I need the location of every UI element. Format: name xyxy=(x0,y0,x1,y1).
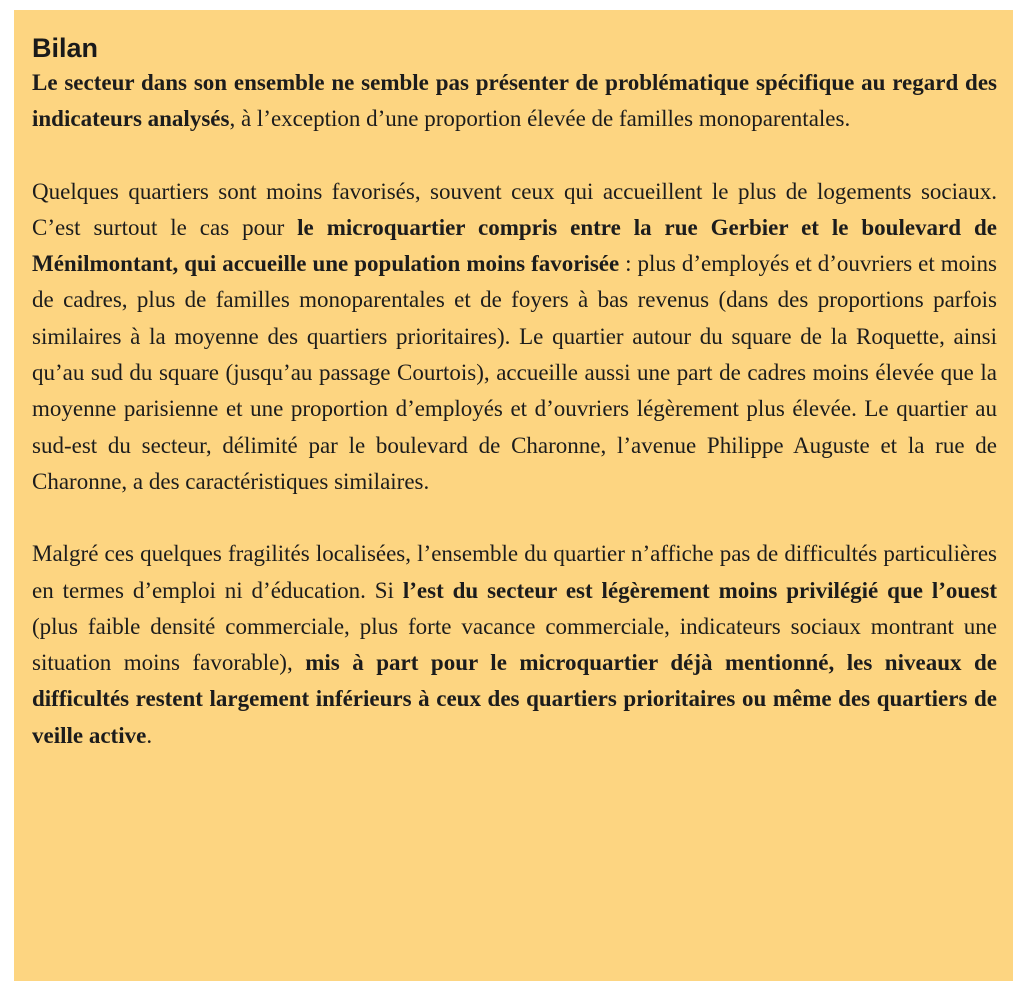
paragraph-3-bold-2: l’est du secteur est légèrement moins privilégié que l’ouest xyxy=(402,577,998,603)
paragraph-1-text-2: , à l’exception d’une proportion élevée de familles monoparentales. xyxy=(229,106,851,132)
paragraph-2 xyxy=(32,174,997,501)
paragraph-2-bold-2: le microquartier compris entre la rue Gerbier et le boulevard de Ménilmontant, qui accueille une population moins favorisée xyxy=(32,214,997,277)
paragraph-2-text-1: Quelques quartiers sont moins favorisés, souvent ceux qui accueillent le plus de logements sociaux. C’est surtout le cas pour xyxy=(32,178,997,240)
paragraph-3 xyxy=(32,536,997,754)
paragraph-1 xyxy=(32,65,997,138)
paragraph-3-bold-4: mis à part pour le microquartier déjà mentionné, les niveaux de difficultés restent largement inférieurs à ceux des quartiers prioritaires ou même des quartiers de veille active xyxy=(32,650,997,748)
paragraph-1-bold-1: Le secteur dans son ensemble ne semble pas présenter de problématique spécifique au regard des indicateurs analysés xyxy=(32,70,997,132)
bilan-summary-box xyxy=(14,10,1013,981)
paragraph-3-text-1: Malgré ces quelques fragilités localisées, l’ensemble du quartier n’affiche pas de difficultés particulières en termes d’emploi ni d’éducation. Si xyxy=(32,541,997,603)
section-title: Bilan xyxy=(32,33,99,63)
paragraph-2-text-3: : plus d’employés et d’ouvriers et moins de cadres, plus de familles monoparentales et de foyers à bas revenus (dans des proportions parfois similaires à la moyenne des quartiers prioritaires). Le quartier autour du square de la Roquette, ainsi qu’au sud du square (jusqu’au passage Courtois), accueille aussi une part de cadres moins élevée que la moyenne parisienne et une proportion d’employés et d’ouvriers légèrement plus élevée. Le quartier au sud-est du secteur, délimité par le boulevard de Charonne, l’avenue Philippe Auguste et la rue de Charonne, a des caractéristiques similaires. xyxy=(32,251,997,494)
paragraph-3-text-3: (plus faible densité commerciale, plus forte vacance commerciale, indicateurs sociaux montrant une situation moins favorable), xyxy=(32,613,997,676)
paragraph-3-text-5: . xyxy=(146,722,153,748)
